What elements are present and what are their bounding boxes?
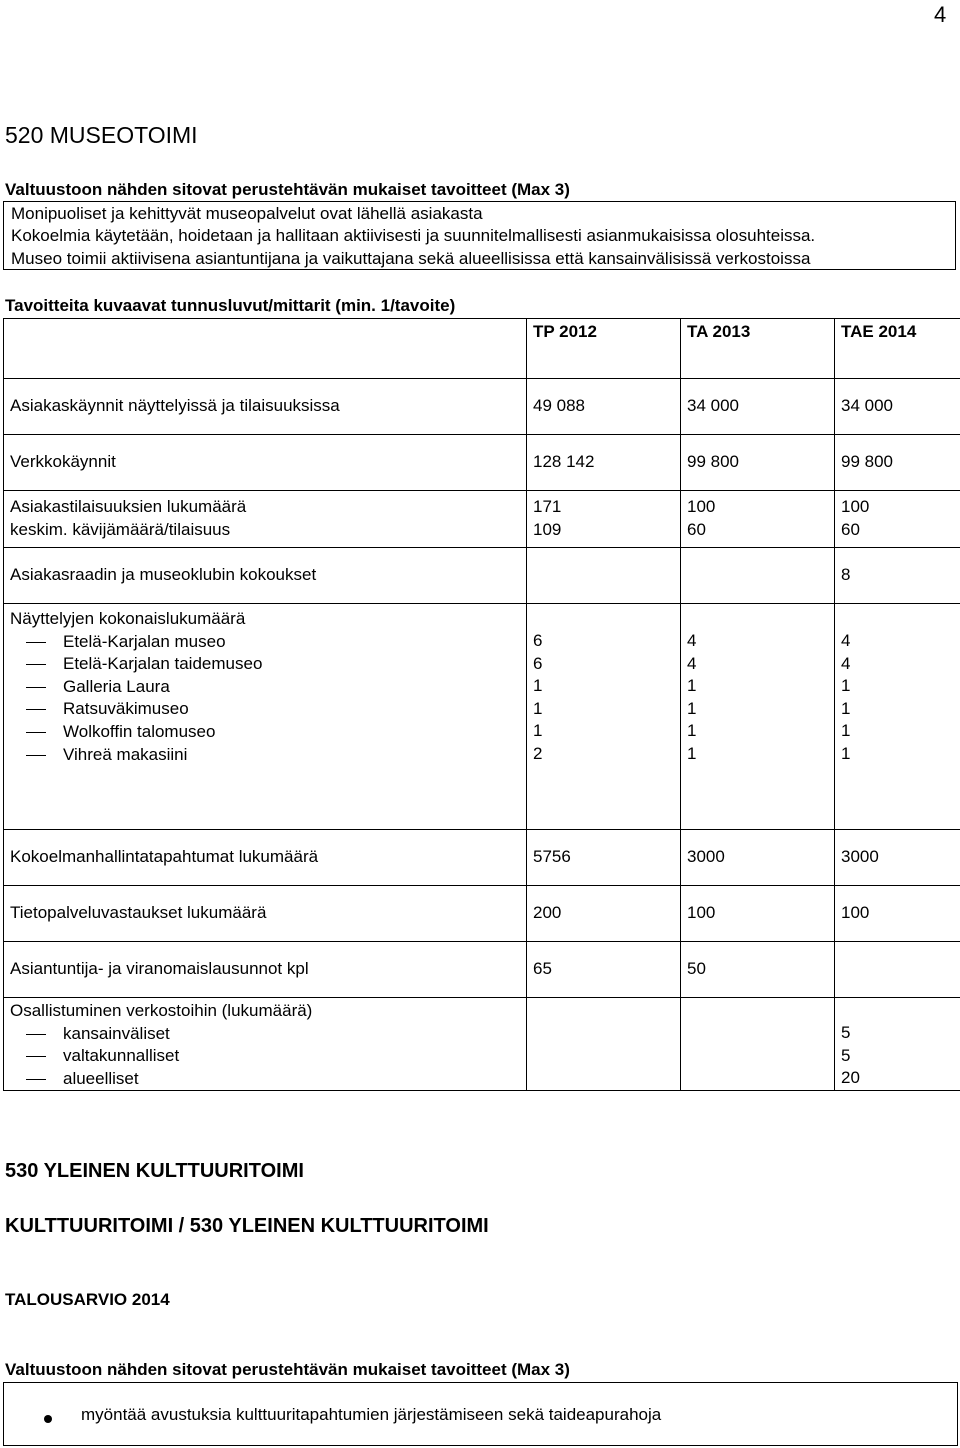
cell-ta: 99 800 bbox=[681, 435, 835, 491]
table-header-row bbox=[4, 319, 960, 379]
cell-ta: 34 000 bbox=[681, 379, 835, 435]
list-item bbox=[10, 1045, 520, 1068]
list-item bbox=[10, 676, 520, 699]
col-header-tp2012: TP 2012 bbox=[527, 319, 681, 379]
value: 4 bbox=[841, 631, 851, 650]
cell-tp: 200 bbox=[527, 886, 681, 942]
cell-ta: 100 bbox=[681, 886, 835, 942]
goals-title: Valtuustoon nähden sitovat perustehtävän mukaiset tavoitteet (Max 3) bbox=[5, 180, 570, 199]
list-item-label: alueelliset bbox=[63, 1068, 139, 1088]
value: 1 bbox=[533, 676, 543, 696]
value: 60 bbox=[841, 520, 860, 539]
dash-bullet bbox=[26, 1056, 46, 1057]
value: 1 bbox=[687, 721, 697, 741]
dash-bullet bbox=[26, 1079, 46, 1080]
cell-tae: 8 bbox=[835, 548, 960, 604]
cell-tae: 99 800 bbox=[835, 435, 960, 491]
list-item-label: Galleria Laura bbox=[63, 676, 170, 696]
dash-bullet bbox=[26, 709, 46, 710]
value: 1 bbox=[687, 698, 697, 718]
value: 171 bbox=[533, 497, 562, 517]
value: 100 bbox=[687, 497, 716, 517]
table-row bbox=[4, 830, 960, 886]
list-item bbox=[10, 1023, 520, 1046]
value: 4 bbox=[687, 653, 697, 673]
value: 1 bbox=[841, 743, 851, 763]
table-row bbox=[4, 604, 960, 830]
list-item-label: Vihreä makasiini bbox=[63, 744, 188, 764]
value: 1 bbox=[841, 698, 851, 718]
cell-ta bbox=[681, 548, 835, 604]
row-label: Verkkokäynnit bbox=[4, 435, 527, 491]
row-label-main: Osallistuminen verkostoihin (lukumäärä) bbox=[10, 1001, 313, 1020]
value: 6 bbox=[533, 653, 543, 673]
cell-tp bbox=[527, 998, 681, 1091]
table-row bbox=[4, 998, 960, 1091]
value: 2 bbox=[533, 743, 543, 763]
value: 1 bbox=[533, 721, 543, 741]
dash-bullet bbox=[26, 687, 46, 688]
row-label-line: keskim. kävijämäärä/tilaisuus bbox=[10, 520, 231, 539]
list-item bbox=[10, 1068, 520, 1091]
cell-tp bbox=[527, 491, 681, 548]
dash-bullet bbox=[26, 732, 46, 733]
dash-bullet bbox=[26, 755, 46, 756]
list-item bbox=[10, 721, 520, 744]
goals-box bbox=[3, 201, 956, 270]
list-item-label: Ratsuväkimuseo bbox=[63, 699, 189, 719]
value: 1 bbox=[841, 676, 851, 696]
row-label: Tietopalveluvastaukset lukumäärä bbox=[4, 886, 527, 942]
cell-tp: 5756 bbox=[527, 830, 681, 886]
row-label bbox=[4, 998, 527, 1091]
cell-tae bbox=[835, 998, 960, 1091]
value: 100 bbox=[841, 497, 870, 517]
table-row bbox=[4, 548, 960, 604]
page-number: 4 bbox=[934, 2, 947, 27]
cell-ta: 50 bbox=[681, 942, 835, 998]
value: 109 bbox=[533, 520, 562, 539]
value: 6 bbox=[533, 631, 543, 650]
col-header-tae2014: TAE 2014 bbox=[835, 319, 960, 379]
list-item bbox=[10, 653, 520, 676]
value: 4 bbox=[841, 653, 851, 673]
cell-tp: 65 bbox=[527, 942, 681, 998]
metrics-table bbox=[3, 318, 960, 1091]
cell-tae: 100 bbox=[835, 886, 960, 942]
list-item-label: Wolkoffin talomuseo bbox=[63, 721, 216, 741]
budget-title: TALOUSARVIO 2014 bbox=[5, 1290, 170, 1309]
cell-tp: 49 088 bbox=[527, 379, 681, 435]
table-row bbox=[4, 435, 960, 491]
section-subheading: KULTTUURITOIMI / 530 YLEINEN KULTTUURITOIMI bbox=[5, 1215, 489, 1237]
value: 4 bbox=[687, 631, 697, 650]
section-heading-museotoimi: 520 MUSEOTOIMI bbox=[5, 122, 198, 148]
goal-item: Monipuoliset ja kehittyvät museopalvelut ovat lähellä asiakasta bbox=[11, 204, 483, 223]
list-item bbox=[10, 744, 520, 767]
col-header-ta2013: TA 2013 bbox=[681, 319, 835, 379]
table-row bbox=[4, 379, 960, 435]
goals-title-2: Valtuustoon nähden sitovat perustehtävän mukaiset tavoitteet (Max 3) bbox=[5, 1360, 570, 1379]
cell-tp: 128 142 bbox=[527, 435, 681, 491]
cell-ta bbox=[681, 604, 835, 830]
cell-tp bbox=[527, 548, 681, 604]
goal-item: Museo toimii aktiivisena asiantuntijana ja vaikuttajana sekä alueellisissa että kansainvälisissä verkostoissa bbox=[11, 249, 811, 268]
value: 5 bbox=[841, 1045, 851, 1065]
cell-tae bbox=[835, 491, 960, 548]
list-item bbox=[10, 698, 520, 721]
cell-ta: 3000 bbox=[681, 830, 835, 886]
goal-item: Kokoelmia käytetään, hoidetaan ja hallitaan aktiivisesti ja suunnitelmallisesti asianmukaisissa olosuhteissa. bbox=[11, 226, 816, 245]
table-row bbox=[4, 886, 960, 942]
list-item-label: Etelä-Karjalan taidemuseo bbox=[63, 654, 263, 674]
value: 1 bbox=[841, 721, 851, 741]
row-label-line: Asiakastilaisuuksien lukumäärä bbox=[10, 497, 247, 517]
list-item-label: Etelä-Karjalan museo bbox=[63, 631, 226, 651]
metrics-title: Tavoitteita kuvaavat tunnusluvut/mittarit (min. 1/tavoite) bbox=[5, 296, 456, 315]
cell-ta bbox=[681, 998, 835, 1091]
value: 1 bbox=[533, 698, 543, 718]
row-label: Asiantuntija- ja viranomaislausunnot kpl bbox=[4, 942, 527, 998]
dash-bullet bbox=[26, 664, 46, 665]
table-row bbox=[4, 491, 960, 548]
cell-tae: 34 000 bbox=[835, 379, 960, 435]
list-item-label: valtakunnalliset bbox=[63, 1046, 180, 1066]
value: 1 bbox=[687, 743, 697, 763]
dash-bullet bbox=[26, 642, 46, 643]
dash-bullet bbox=[26, 1034, 46, 1035]
cell-tae: 3000 bbox=[835, 830, 960, 886]
value: 60 bbox=[687, 520, 706, 539]
row-label: Asiakaskäynnit näyttelyissä ja tilaisuuksissa bbox=[4, 379, 527, 435]
row-label: Kokoelmanhallintatapahtumat lukumäärä bbox=[4, 830, 527, 886]
cell-tae bbox=[835, 942, 960, 998]
value: 5 bbox=[841, 1023, 851, 1042]
row-label: Asiakasraadin ja museoklubin kokoukset bbox=[4, 548, 527, 604]
row-label bbox=[4, 491, 527, 548]
table-row bbox=[4, 942, 960, 998]
bullet-icon bbox=[44, 1415, 52, 1423]
cell-ta bbox=[681, 491, 835, 548]
cell-tp bbox=[527, 604, 681, 830]
cell-tae bbox=[835, 604, 960, 830]
goal-item: myöntää avustuksia kulttuuritapahtumien järjestämiseen sekä taideapurahoja bbox=[81, 1405, 662, 1424]
value: 1 bbox=[687, 676, 697, 696]
row-label bbox=[4, 604, 527, 830]
list-item bbox=[10, 631, 520, 654]
section-heading-kulttuuritoimi: 530 YLEINEN KULTTUURITOIMI bbox=[5, 1160, 304, 1182]
list-item-label: kansainväliset bbox=[63, 1023, 170, 1043]
row-label-main: Näyttelyjen kokonaislukumäärä bbox=[10, 609, 246, 628]
goals-box-2 bbox=[3, 1382, 958, 1446]
value: 20 bbox=[841, 1068, 860, 1088]
